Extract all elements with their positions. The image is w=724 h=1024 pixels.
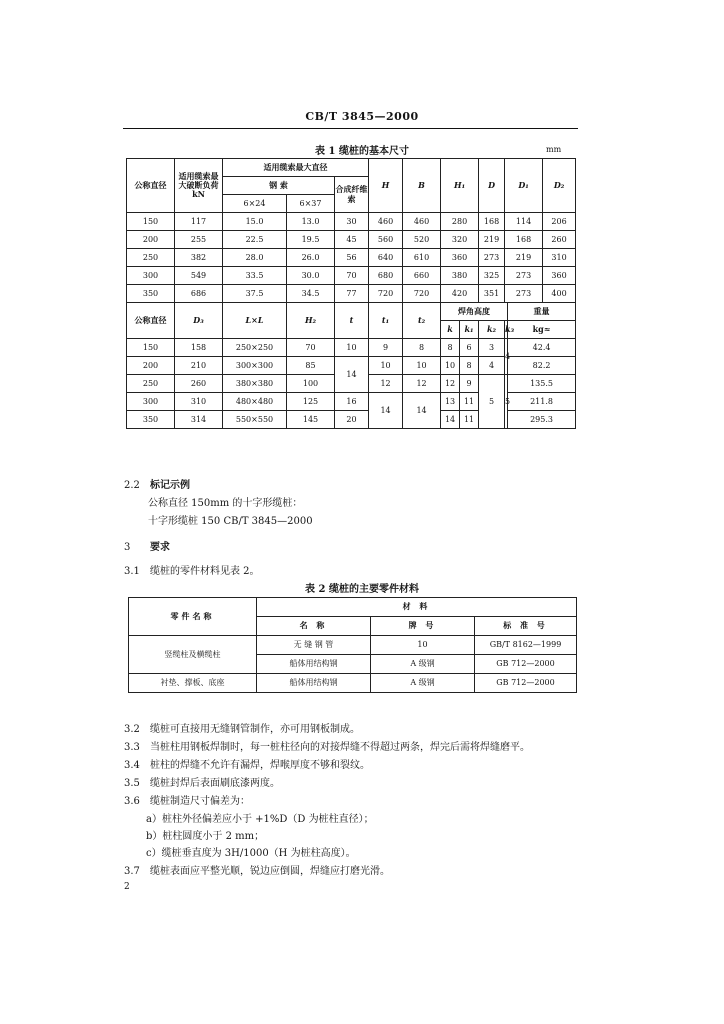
table1-basic-dimensions (126, 158, 576, 429)
clause-3-4: 3.4 桩柱的焊缝不允许有漏焊，焊喉厚度不够和裂纹。 (124, 760, 370, 771)
table-row: 衬垫、撑板、底座 船体用结构钢 A 级钢 GB 712—2000 (129, 674, 577, 693)
standard-code: CB/T 3845—2000 (305, 110, 419, 123)
table-row: 船体用结构钢 A 级钢 GB 712—2000 (129, 655, 577, 674)
clause-3-6-item-a: a）桩柱外径偏差应小于 +1%D（D 为桩柱直径）； (146, 814, 374, 825)
t1-t2-merged: 14 (403, 393, 441, 429)
t1-h2-H2: H₂ (287, 303, 335, 339)
t1-h2-k3: k₃ (505, 321, 508, 339)
t1-h2-weld-height: 焊角高度 (441, 303, 508, 321)
t1-h-H: H (369, 159, 403, 213)
table-row: 300 549 33.5 30.0 70 680 660 380 325 273 360 (127, 267, 576, 285)
t1-h-synthetic: 合成纤维索 (335, 177, 369, 213)
marking-example-line1: 公称直径 150mm 的十字形缆桩： (148, 498, 303, 509)
t1-h-breaking-load: 适用缆索最大破断负荷 kN (175, 159, 223, 213)
clause-3-6-item-b: b）桩柱圆度小于 2 mm； (146, 831, 265, 842)
t1-h2-weight-unit: kg≈ (508, 321, 576, 339)
t1-h2-nominal: 公称直径 (127, 303, 175, 339)
table-row: 250 382 28.0 26.0 56 640 610 360 273 219 310 (127, 249, 576, 267)
clause-3-5: 3.5 缆桩封焊后表面刷底漆两度。 (124, 778, 280, 789)
t1-h2-t: t (335, 303, 369, 339)
t2-h-material: 材 料 (257, 598, 577, 617)
table1-caption: 表 1 缆桩的基本尺寸 (315, 146, 409, 157)
t1-h-6x37: 6×37 (287, 195, 335, 213)
t1-h-D: D (479, 159, 505, 213)
table-row: 300 310 480×480 125 16 14 14 13 11 211.8 (127, 393, 576, 411)
t1-h-max-rope-diameter: 适用缆索最大直径 (223, 159, 369, 177)
table2-caption: 表 2 缆桩的主要零件材料 (305, 584, 419, 595)
clause-3-2: 3.2 缆桩可直接用无缝钢管制作，亦可用钢板制成。 (124, 724, 360, 735)
t1-k3-merged: 4 (505, 339, 508, 375)
t1-h-H1: H₁ (441, 159, 479, 213)
clause-3-6: 3.6 缆桩制造尺寸偏差为： (124, 796, 250, 807)
t1-k3-merged-2: 5 (505, 375, 508, 429)
t1-h2-k: k (441, 321, 460, 339)
table-row: 250 260 380×380 100 12 12 12 9 5 5 135.5 (127, 375, 576, 393)
header-rule (123, 128, 578, 129)
table2-main-materials (128, 597, 577, 693)
t1-h-nominal: 公称直径 (127, 159, 175, 213)
table-row: 竖缆柱及横缆柱 无 缝 钢 管 10 GB/T 8162—1999 (129, 636, 577, 655)
t2-h-name: 名 称 (257, 617, 371, 636)
table1-unit: mm (546, 145, 562, 154)
t1-k2-merged: 5 (479, 375, 505, 429)
t2-h-standard: 标 准 号 (475, 617, 577, 636)
table-row: 200 255 22.5 19.5 45 560 520 320 219 168 260 (127, 231, 576, 249)
clause-3-1: 3.1 缆桩的零件材料见表 2。 (124, 566, 260, 577)
clause-3-3: 3.3 当桩柱用钢板焊制时，每一桩柱径向的对接焊缝不得超过两条，焊完后需将焊缝磨平。 (124, 742, 530, 753)
t1-h2-k2: k₂ (479, 321, 505, 339)
t1-h2-k1: k₁ (460, 321, 479, 339)
table-row: 350 686 37.5 34.5 77 720 720 420 351 273 400 (127, 285, 576, 303)
section-3-heading: 3 要求 (124, 542, 170, 553)
table-row: 350 314 550×550 145 20 14 11 295.3 (127, 411, 576, 429)
t1-h2-weight: 重量 (508, 303, 576, 321)
t1-h2-t1: t₁ (369, 303, 403, 339)
t1-h-steel: 钢 索 (223, 177, 335, 195)
t1-t1-merged: 14 (369, 393, 403, 429)
t2-h-part-name: 零件名称 (129, 598, 257, 636)
clause-3-7: 3.7 缆桩表面应平整光顺，锐边应倒圆，焊缝应打磨光滑。 (124, 866, 390, 877)
t1-t-merged: 14 (335, 357, 369, 393)
clause-3-6-item-c: c）缆桩垂直度为 3H/1000（H 为桩柱高度）。 (146, 848, 356, 859)
t1-h-6x24: 6×24 (223, 195, 287, 213)
t1-h-D1: D₁ (505, 159, 543, 213)
table-row: 150 117 15.0 13.0 30 460 460 280 168 114 206 (127, 213, 576, 231)
t1-h2-t2: t₂ (403, 303, 441, 339)
marking-example-line2: 十字形缆桩 150 CB/T 3845—2000 (148, 516, 313, 527)
table-row: 200 210 300×300 85 14 10 10 10 8 4 82.2 (127, 357, 576, 375)
t1-h2-D3: D₃ (175, 303, 223, 339)
t2-h-grade: 牌 号 (371, 617, 475, 636)
t1-h-B: B (403, 159, 441, 213)
t1-h2-LxL: L×L (223, 303, 287, 339)
section-2-2-heading: 2.2 标记示例 (124, 480, 190, 491)
table-row: 150 158 250×250 70 10 9 8 8 6 3 4 42.4 (127, 339, 576, 357)
page-number: 2 (124, 882, 130, 892)
t1-h-D2: D₂ (543, 159, 576, 213)
